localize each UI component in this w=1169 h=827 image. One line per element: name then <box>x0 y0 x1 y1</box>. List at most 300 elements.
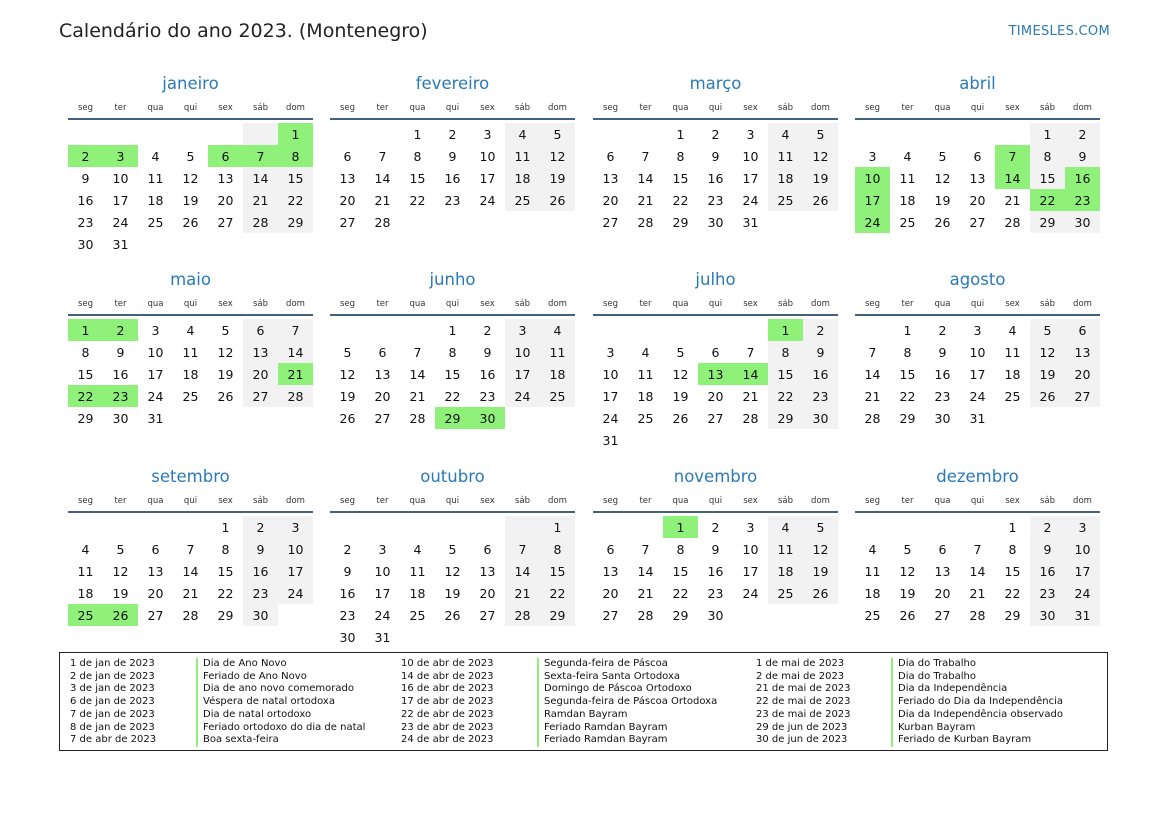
legend-holiday-name: Dia de ano novo comemorado <box>196 683 365 696</box>
day: 14 <box>969 563 986 579</box>
day-holiday: 7 <box>243 145 278 167</box>
weekday-label: dom <box>811 299 830 309</box>
day: 30 <box>1030 604 1065 626</box>
day: 11 <box>768 145 803 167</box>
day-empty <box>330 516 365 538</box>
day: 8 <box>1030 145 1065 167</box>
weekday-label: sáb <box>514 103 531 113</box>
day: 2 <box>938 322 947 338</box>
day-holiday: 7 <box>995 145 1030 167</box>
weekday-header <box>330 491 575 513</box>
day: 29 <box>899 410 916 426</box>
month-5 <box>68 269 313 429</box>
weekday-label: qui <box>183 299 198 309</box>
day: 5 <box>676 344 685 360</box>
day: 30 <box>112 410 129 426</box>
day: 24 <box>112 214 129 230</box>
day: 15 <box>444 366 461 382</box>
weekday-label: sáb <box>252 299 269 309</box>
weekday-label: qui <box>970 496 985 506</box>
day: 12 <box>1030 341 1065 363</box>
day: 5 <box>803 516 838 538</box>
day: 8 <box>448 344 457 360</box>
day-holiday: 2 <box>103 319 138 341</box>
day-holiday: 23 <box>103 385 138 407</box>
weekday-label: ter <box>376 496 389 506</box>
day: 22 <box>409 192 426 208</box>
day: 22 <box>217 585 234 601</box>
day: 18 <box>768 560 803 582</box>
day: 26 <box>934 214 951 230</box>
day: 14 <box>278 341 313 363</box>
day: 10 <box>147 344 164 360</box>
weekday-label: seg <box>864 496 881 506</box>
day-empty <box>628 516 663 538</box>
month-name: fevereiro <box>415 74 490 93</box>
day: 22 <box>899 388 916 404</box>
legend-date: 14 de abr de 2023 <box>401 670 494 682</box>
weekday-label: ter <box>114 299 127 309</box>
day-empty <box>593 319 628 341</box>
day: 23 <box>479 388 496 404</box>
legend-date: 1 de mai de 2023 <box>756 658 845 669</box>
legend-date: 22 de mai de 2023 <box>756 696 851 708</box>
weekday-header <box>330 98 575 120</box>
day: 30 <box>243 604 278 626</box>
month-1 <box>68 73 313 255</box>
day-empty <box>365 516 400 538</box>
weekday-label: seg <box>339 496 356 506</box>
day: 6 <box>1065 319 1100 341</box>
day: 27 <box>339 214 356 230</box>
day: 14 <box>637 170 654 186</box>
day: 3 <box>973 322 982 338</box>
day: 1 <box>1030 123 1065 145</box>
day-empty <box>593 516 628 538</box>
day-holiday: 1 <box>278 123 313 145</box>
day: 20 <box>374 388 391 404</box>
weekday-label: ter <box>901 299 914 309</box>
day: 16 <box>444 170 461 186</box>
weekday-label: seg <box>864 299 881 309</box>
day: 27 <box>602 607 619 623</box>
day: 24 <box>1065 582 1100 604</box>
weekday-label: qui <box>183 103 198 113</box>
day: 28 <box>864 410 881 426</box>
legend-date: 7 de jan de 2023 <box>70 708 155 720</box>
weekday-label: sáb <box>252 103 269 113</box>
day: 18 <box>77 585 94 601</box>
day: 17 <box>1065 560 1100 582</box>
weekday-label: sáb <box>777 299 794 309</box>
day: 30 <box>707 214 724 230</box>
day: 5 <box>903 541 912 557</box>
weekday-header <box>68 491 313 513</box>
day: 6 <box>606 148 615 164</box>
legend-holiday-name: Segunda-feira de Páscoa Ortodoxa <box>537 696 717 709</box>
day: 13 <box>479 563 496 579</box>
day: 2 <box>803 319 838 341</box>
month-9 <box>68 466 313 626</box>
day: 20 <box>217 192 234 208</box>
day: 7 <box>641 148 650 164</box>
weekday-label: qui <box>445 299 460 309</box>
day-holiday: 1 <box>768 319 803 341</box>
weekday-label: qua <box>409 103 426 113</box>
day: 9 <box>938 344 947 360</box>
weekday-label: qui <box>708 496 723 506</box>
day-empty <box>470 516 505 538</box>
day: 9 <box>1065 145 1100 167</box>
weekday-header <box>593 98 838 120</box>
day: 9 <box>343 563 352 579</box>
weekday-label: dom <box>286 496 305 506</box>
weekday-label: dom <box>548 103 567 113</box>
day: 9 <box>711 541 720 557</box>
day: 19 <box>182 192 199 208</box>
legend-holiday-name: Dia de natal ortodoxo <box>196 709 365 722</box>
weekday-label: ter <box>901 103 914 113</box>
weekday-label: dom <box>1073 496 1092 506</box>
day-grid <box>593 516 838 626</box>
weekday-label: sex <box>218 496 233 506</box>
day: 4 <box>540 319 575 341</box>
day: 11 <box>147 170 164 186</box>
weekday-label: sex <box>480 299 495 309</box>
day: 5 <box>803 123 838 145</box>
day: 16 <box>707 170 724 186</box>
day: 12 <box>217 344 234 360</box>
day: 30 <box>77 236 94 252</box>
day: 29 <box>1004 607 1021 623</box>
legend-date: 17 de abr de 2023 <box>401 696 494 708</box>
day: 4 <box>868 541 877 557</box>
weekday-label: qua <box>934 103 951 113</box>
day: 25 <box>147 214 164 230</box>
day: 27 <box>602 214 619 230</box>
month-4 <box>855 73 1100 233</box>
day: 2 <box>1065 123 1100 145</box>
day: 21 <box>409 388 426 404</box>
day: 3 <box>746 126 755 142</box>
day: 15 <box>278 167 313 189</box>
month-name: setembro <box>151 467 230 486</box>
day-holiday: 21 <box>278 363 313 385</box>
day: 9 <box>483 344 492 360</box>
day: 26 <box>1030 385 1065 407</box>
day: 23 <box>444 192 461 208</box>
day-holiday: 16 <box>1065 167 1100 189</box>
day-empty <box>995 123 1030 145</box>
day: 21 <box>864 388 881 404</box>
day: 16 <box>479 366 496 382</box>
weekday-label: sex <box>1005 299 1020 309</box>
weekday-label: ter <box>376 103 389 113</box>
day: 24 <box>278 582 313 604</box>
weekday-label: sex <box>743 103 758 113</box>
day-grid <box>330 516 575 648</box>
legend-date: 6 de jan de 2023 <box>70 696 155 708</box>
day-empty <box>628 123 663 145</box>
month-name: agosto <box>949 270 1006 289</box>
day: 17 <box>112 192 129 208</box>
day: 17 <box>479 170 496 186</box>
day: 7 <box>413 344 422 360</box>
day: 13 <box>969 170 986 186</box>
weekday-label: sex <box>480 103 495 113</box>
month-10 <box>330 466 575 648</box>
weekday-label: dom <box>811 103 830 113</box>
weekday-label: dom <box>548 496 567 506</box>
legend-date: 24 de abr de 2023 <box>401 734 494 746</box>
day-empty <box>103 516 138 538</box>
day: 25 <box>182 388 199 404</box>
legend-holiday-name: Segunda-feira de Páscoa <box>537 658 717 671</box>
day: 18 <box>182 366 199 382</box>
weekday-header <box>68 294 313 316</box>
day: 31 <box>602 432 619 448</box>
day: 18 <box>540 363 575 385</box>
day: 1 <box>221 519 230 535</box>
day: 26 <box>444 607 461 623</box>
day: 17 <box>602 388 619 404</box>
day: 2 <box>1030 516 1065 538</box>
day: 10 <box>479 148 496 164</box>
day: 21 <box>637 192 654 208</box>
legend-dates-col <box>756 658 851 747</box>
day: 15 <box>672 170 689 186</box>
day: 3 <box>151 322 160 338</box>
day-holiday: 3 <box>103 145 138 167</box>
weekday-label: sex <box>1005 496 1020 506</box>
page-title: Calendário do ano 2023. (Montenegro) <box>59 20 428 42</box>
weekday-header <box>855 294 1100 316</box>
day: 24 <box>969 388 986 404</box>
month-name: maio <box>170 270 211 289</box>
day-holiday: 6 <box>208 145 243 167</box>
legend-date: 2 de mai de 2023 <box>756 670 845 682</box>
weekday-label: qui <box>708 299 723 309</box>
day: 18 <box>409 585 426 601</box>
weekday-label: sáb <box>514 496 531 506</box>
day: 29 <box>672 607 689 623</box>
day-holiday: 17 <box>855 189 890 211</box>
legend-names-col <box>891 658 1063 747</box>
day-empty <box>855 516 890 538</box>
day: 9 <box>116 344 125 360</box>
day: 15 <box>672 563 689 579</box>
day: 17 <box>969 366 986 382</box>
day: 6 <box>973 148 982 164</box>
day: 11 <box>505 145 540 167</box>
day: 3 <box>278 516 313 538</box>
day: 29 <box>1030 211 1065 233</box>
day-empty <box>960 516 995 538</box>
weekday-label: sáb <box>1039 496 1056 506</box>
day: 16 <box>1030 560 1065 582</box>
day: 13 <box>1065 341 1100 363</box>
month-name: junho <box>429 270 476 289</box>
day: 26 <box>803 582 838 604</box>
day: 14 <box>374 170 391 186</box>
holiday-legend <box>59 652 1108 751</box>
day-holiday: 25 <box>68 604 103 626</box>
month-name: julho <box>695 270 736 289</box>
day: 23 <box>243 582 278 604</box>
legend-holiday-name: Boa sexta-feira <box>196 734 365 747</box>
weekday-label: qua <box>409 496 426 506</box>
weekday-label: dom <box>548 299 567 309</box>
day: 21 <box>374 192 391 208</box>
day-grid <box>68 516 313 626</box>
day: 17 <box>278 560 313 582</box>
day: 26 <box>540 189 575 211</box>
day: 11 <box>899 170 916 186</box>
day: 26 <box>182 214 199 230</box>
day: 26 <box>803 189 838 211</box>
day: 6 <box>378 344 387 360</box>
day: 1 <box>413 126 422 142</box>
legend-date: 23 de abr de 2023 <box>401 721 494 733</box>
day-holiday: 1 <box>663 516 698 538</box>
day-holiday: 22 <box>1030 189 1065 211</box>
day: 11 <box>409 563 426 579</box>
day: 5 <box>343 344 352 360</box>
day: 3 <box>868 148 877 164</box>
day: 31 <box>147 410 164 426</box>
day-empty <box>855 123 890 145</box>
day: 17 <box>374 585 391 601</box>
day: 20 <box>934 585 951 601</box>
weekday-label: qui <box>445 103 460 113</box>
weekday-label: sex <box>743 496 758 506</box>
day: 18 <box>1004 366 1021 382</box>
legend-date: 23 de mai de 2023 <box>756 708 851 720</box>
day: 28 <box>243 211 278 233</box>
weekday-header <box>855 491 1100 513</box>
day: 25 <box>899 214 916 230</box>
legend-holiday-name: Dia do Trabalho <box>891 671 1063 684</box>
day: 17 <box>147 366 164 382</box>
day: 8 <box>540 538 575 560</box>
weekday-label: seg <box>602 299 619 309</box>
day: 4 <box>505 123 540 145</box>
day: 27 <box>217 214 234 230</box>
day: 24 <box>374 607 391 623</box>
day: 18 <box>899 192 916 208</box>
legend-holiday-name: Feriado de Kurban Bayram <box>891 734 1063 747</box>
day-holiday: 29 <box>435 407 470 429</box>
day: 3 <box>1065 516 1100 538</box>
day: 9 <box>448 148 457 164</box>
day: 6 <box>711 344 720 360</box>
day: 10 <box>1065 538 1100 560</box>
weekday-label: ter <box>114 103 127 113</box>
day-empty <box>733 319 768 341</box>
day: 1 <box>540 516 575 538</box>
weekday-label: qua <box>409 299 426 309</box>
day: 18 <box>505 167 540 189</box>
day: 8 <box>676 541 685 557</box>
day-empty <box>925 516 960 538</box>
day: 1 <box>1008 519 1017 535</box>
day-grid <box>593 123 838 233</box>
day: 13 <box>217 170 234 186</box>
day: 26 <box>672 410 689 426</box>
weekday-label: sex <box>218 103 233 113</box>
day: 16 <box>339 585 356 601</box>
day: 19 <box>339 388 356 404</box>
site-link[interactable]: TIMESLES.COM <box>1008 24 1110 39</box>
legend-holiday-name: Feriado Ramdan Bayram <box>537 722 717 735</box>
day: 5 <box>186 148 195 164</box>
day: 3 <box>505 319 540 341</box>
day: 21 <box>637 585 654 601</box>
day: 30 <box>707 607 724 623</box>
day: 31 <box>742 214 759 230</box>
day: 25 <box>540 385 575 407</box>
day-empty <box>400 319 435 341</box>
day: 4 <box>1008 322 1017 338</box>
day: 16 <box>934 366 951 382</box>
day: 4 <box>81 541 90 557</box>
day: 31 <box>969 410 986 426</box>
day: 2 <box>483 322 492 338</box>
day: 27 <box>374 410 391 426</box>
day-empty <box>855 319 890 341</box>
day: 12 <box>672 366 689 382</box>
day: 19 <box>540 167 575 189</box>
weekday-label: dom <box>1073 103 1092 113</box>
day: 10 <box>742 148 759 164</box>
day: 29 <box>540 604 575 626</box>
weekday-label: seg <box>602 496 619 506</box>
legend-holiday-name: Ramdan Bayram <box>537 709 717 722</box>
day-grid <box>330 123 575 233</box>
weekday-label: seg <box>602 103 619 113</box>
day: 7 <box>378 148 387 164</box>
day: 6 <box>483 541 492 557</box>
legend-names-col <box>537 658 717 747</box>
day: 19 <box>899 585 916 601</box>
day: 12 <box>339 366 356 382</box>
day: 4 <box>641 344 650 360</box>
legend-date: 3 de jan de 2023 <box>70 683 155 695</box>
day: 19 <box>803 560 838 582</box>
day-grid <box>855 319 1100 429</box>
weekday-label: qui <box>445 496 460 506</box>
weekday-label: qui <box>708 103 723 113</box>
day: 27 <box>243 385 278 407</box>
day: 6 <box>938 541 947 557</box>
legend-holiday-name: Dia da Independência observado <box>891 709 1063 722</box>
day: 17 <box>742 170 759 186</box>
month-name: dezembro <box>936 467 1019 486</box>
day: 6 <box>151 541 160 557</box>
day: 18 <box>637 388 654 404</box>
day: 14 <box>182 563 199 579</box>
day: 23 <box>707 192 724 208</box>
day: 4 <box>413 541 422 557</box>
day: 26 <box>899 607 916 623</box>
day: 13 <box>602 563 619 579</box>
day: 10 <box>602 366 619 382</box>
legend-holiday-name: Feriado de Ano Novo <box>196 671 365 684</box>
day: 19 <box>934 192 951 208</box>
day: 16 <box>803 363 838 385</box>
day: 28 <box>742 410 759 426</box>
month-name: abril <box>959 74 996 93</box>
